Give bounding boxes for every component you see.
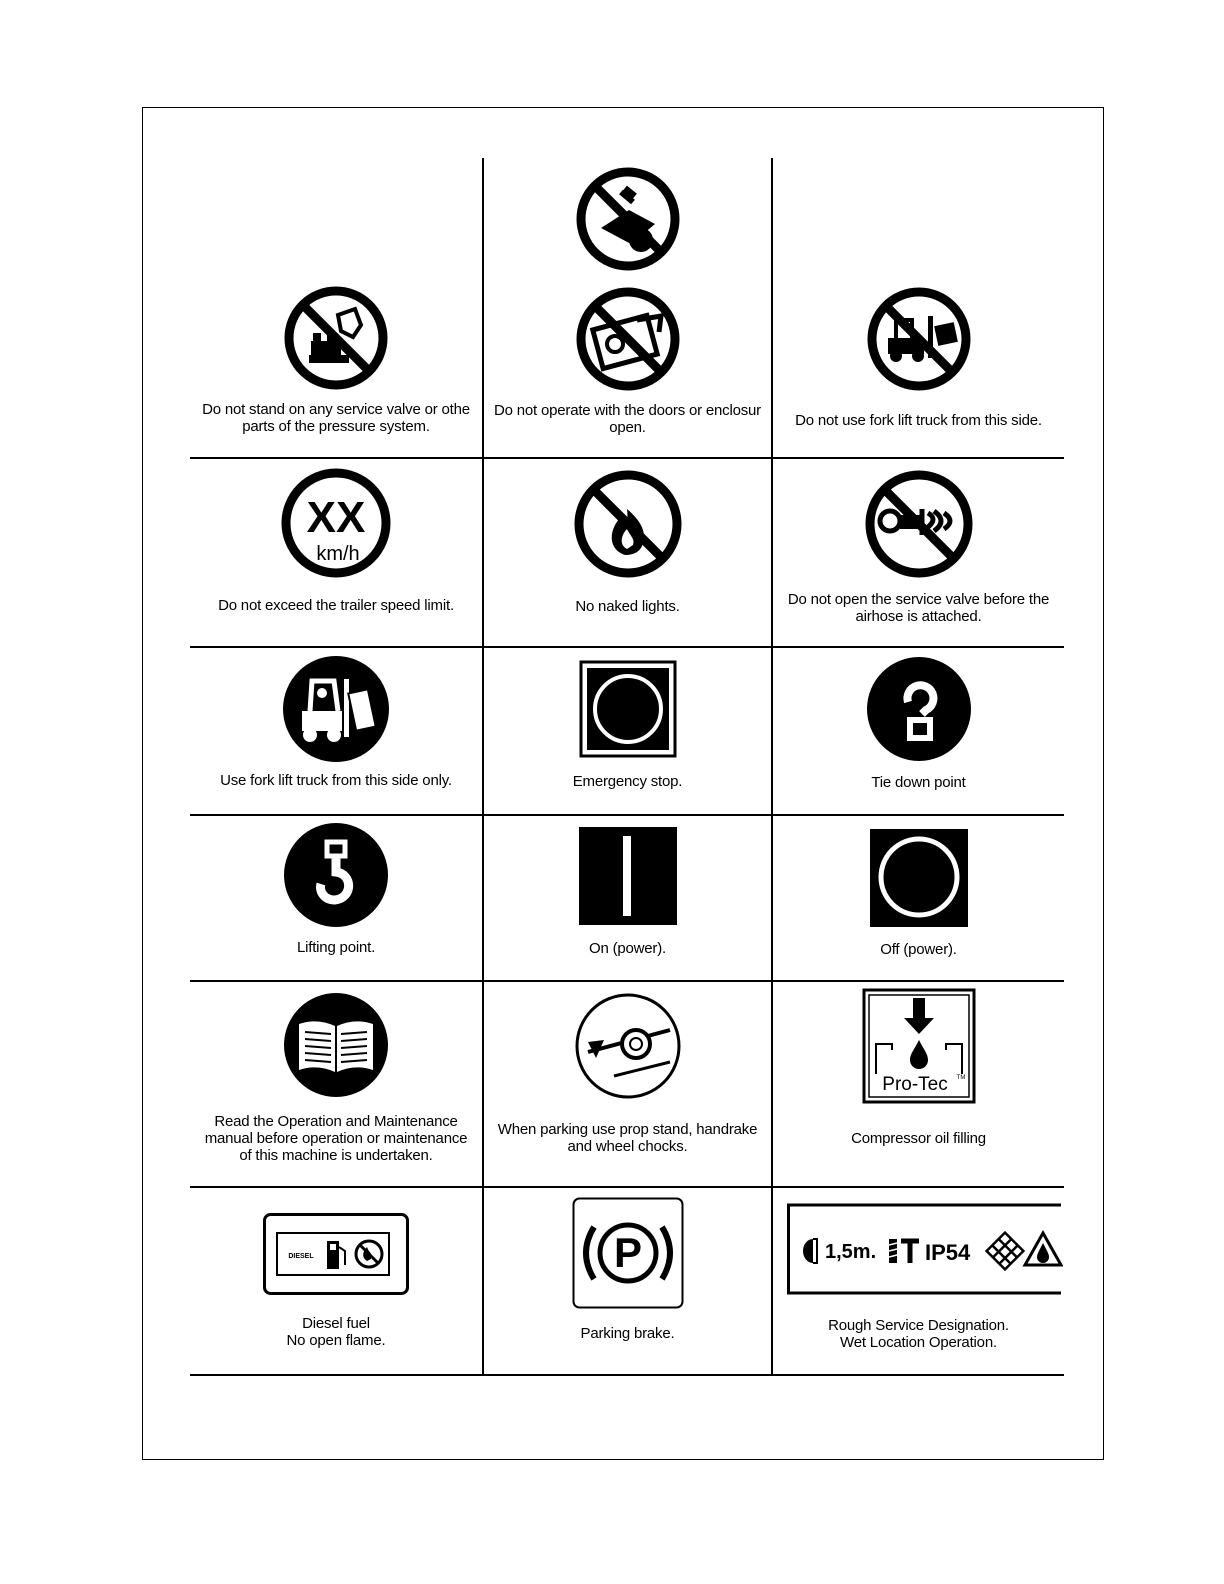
- sign-cell-no-naked-lights: [484, 459, 771, 646]
- drop-distance: 1,5m.: [825, 1241, 877, 1263]
- speed-limit-icon: [281, 468, 391, 578]
- read-manual-icon: [283, 992, 389, 1098]
- sign-caption: Read the Operation and Maintenance manual before operation or maintenance of this machine is undertaken.: [204, 1113, 468, 1164]
- oil-filling-icon: [862, 988, 976, 1104]
- sign-caption: Compressor oil filling: [851, 1130, 986, 1147]
- sign-caption: Do not stand on any service valve or othe parts of the pressure system.: [202, 401, 470, 435]
- sign-cell-no-open-valve: [773, 459, 1064, 646]
- ip-rating: IP54: [925, 1240, 971, 1265]
- sign-cell-forklift: [190, 648, 482, 814]
- sign-caption: When parking use prop stand, handrake and wheel chocks.: [497, 1121, 758, 1155]
- speed-value: XX: [306, 493, 366, 542]
- sign-cell-oil-filling: [773, 982, 1064, 1186]
- diesel-fuel-icon: [263, 1213, 409, 1295]
- sign-cell-power-off: [773, 816, 1064, 980]
- sign-caption: No naked lights.: [575, 598, 680, 615]
- sign-caption: Parking brake.: [580, 1325, 675, 1342]
- sign-cell-parking-chocks: [484, 982, 771, 1186]
- sign-cell-lifting-point: [190, 816, 482, 980]
- parking-letter: P: [613, 1229, 642, 1276]
- sign-cell-emergency-stop: [484, 648, 771, 814]
- speed-unit: km/h: [316, 543, 360, 565]
- sign-cell-speed-limit: [190, 459, 482, 646]
- sign-caption: Diesel fuel No open flame.: [286, 1315, 386, 1349]
- sign-caption: Do not open the service valve before the airhose is attached.: [787, 591, 1050, 625]
- diesel-label: DIESEL: [288, 1253, 314, 1260]
- no-entry-symbol-icon: [575, 166, 681, 272]
- sign-caption: Use fork lift truck from this side only.: [220, 772, 452, 789]
- grid-hline-6: [190, 1374, 1064, 1376]
- parking-brake-icon: [572, 1197, 684, 1309]
- sign-caption: Do not exceed the trailer speed limit.: [218, 597, 454, 614]
- sign-cell-diesel: [190, 1188, 482, 1374]
- no-standing-on-valve-icon: [283, 285, 389, 391]
- sign-caption: On (power).: [589, 940, 666, 957]
- tie-down-icon: [866, 656, 972, 762]
- no-forklift-icon: [866, 286, 972, 392]
- sign-cell-parking-brake: [484, 1188, 771, 1374]
- sign-caption: Off (power).: [880, 941, 957, 958]
- forklift-icon: [282, 655, 390, 763]
- sign-caption: Rough Service Designation. Wet Location Operation.: [828, 1317, 1009, 1351]
- parking-chocks-icon: [574, 992, 682, 1100]
- sign-cell-no-forklift: [773, 158, 1064, 457]
- sign-cell-rough-service: [773, 1188, 1064, 1374]
- trademark-label: TM: [956, 1075, 965, 1081]
- power-on-icon: [578, 826, 678, 926]
- no-open-doors-icon: [575, 286, 681, 392]
- sign-cell-tie-down: [773, 648, 1064, 814]
- rough-service-icon: [787, 1203, 1063, 1295]
- sign-caption: Lifting point.: [296, 939, 376, 956]
- no-naked-lights-icon: [573, 469, 683, 579]
- sign-caption: Emergency stop.: [572, 773, 683, 790]
- sign-cell-no-standing: [190, 158, 482, 457]
- sign-caption: Tie down point: [871, 774, 966, 791]
- brand-label: Pro-Tec: [881, 1074, 948, 1095]
- sign-cell-power-on: [484, 816, 771, 980]
- no-open-valve-icon: [864, 469, 974, 579]
- sign-cell-no-open-doors: [484, 158, 771, 457]
- sign-caption: Do not operate with the doors or enclosur open.: [494, 402, 761, 436]
- emergency-stop-icon: [579, 660, 677, 758]
- lifting-hook-icon: [283, 822, 389, 928]
- power-off-icon: [869, 828, 969, 928]
- sign-cell-read-manual: [190, 982, 482, 1186]
- sign-caption: Do not use fork lift truck from this side.: [795, 412, 1042, 429]
